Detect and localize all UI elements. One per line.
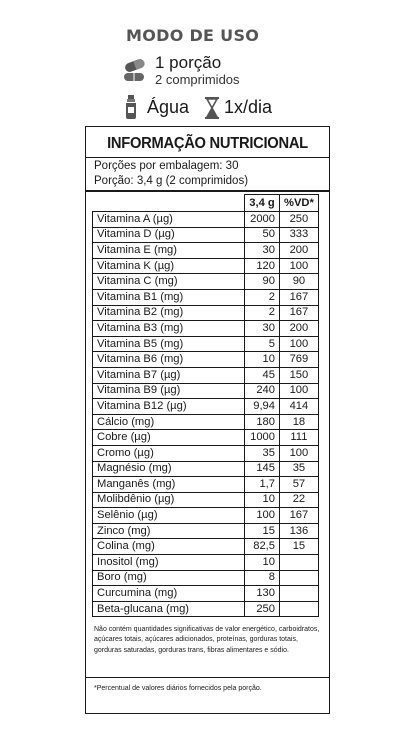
nutrient-dv: 18 [280,414,319,430]
nutrient-name: Curcumina (mg) [93,586,245,602]
nutrition-label [85,126,330,714]
table-row [93,461,319,477]
nutrient-amount: 10 [245,352,280,368]
table-row [93,539,319,555]
nutrient-dv: 15 [280,539,319,555]
nutrient-amount: 45 [245,367,280,383]
nutrient-dv: 333 [280,227,319,243]
nutrient-amount: 90 [245,274,280,290]
nutrient-amount: 10 [245,492,280,508]
table-row [93,477,319,493]
nutrient-amount: 240 [245,383,280,399]
nutrient-dv: 100 [280,336,319,352]
table-row [93,305,319,321]
footnote-dv: *Percentual de valores diários fornecidos pela porção. [94,685,262,692]
table-row [93,586,319,602]
nutrient-amount: 9,94 [245,399,280,415]
nutrient-amount: 2 [245,305,280,321]
table-row [93,336,319,352]
nutrient-dv: 100 [280,445,319,461]
title-divider [86,157,329,158]
nutrient-amount: 30 [245,243,280,259]
table-row [93,399,319,415]
nutrient-name: Vitamina A (µg) [93,212,245,228]
header-amount: 3,4 g [245,195,280,212]
nutrient-amount: 8 [245,570,280,586]
table-row [93,492,319,508]
portion-text: 1 porção [155,53,222,72]
nutrient-name: Cálcio (mg) [93,414,245,430]
table-row [93,383,319,399]
footnote-divider [86,677,329,678]
servings-info [94,159,248,189]
nutrient-dv [280,555,319,571]
nutrient-name: Vitamina D (µg) [93,227,245,243]
nutrient-name: Vitamina B12 (µg) [93,399,245,415]
nutrient-name: Vitamina B6 (mg) [93,352,245,368]
nutrient-dv [280,586,319,602]
nutrient-amount: 145 [245,461,280,477]
table-row [93,227,319,243]
nutrient-name: Vitamina B1 (mg) [93,289,245,305]
nutrient-dv: 100 [280,258,319,274]
nutrient-amount: 250 [245,601,280,617]
nutrition-rows [93,212,319,617]
table-row [93,274,319,290]
nutrient-amount: 50 [245,227,280,243]
nutrient-name: Vitamina B9 (µg) [93,383,245,399]
nutrient-amount: 5 [245,336,280,352]
table-row [93,321,319,337]
nutrient-name: Boro (mg) [93,570,245,586]
nutrient-dv [280,601,319,617]
nutrient-name: Colina (mg) [93,539,245,555]
table-row [93,352,319,368]
nutrient-name: Vitamina B2 (mg) [93,305,245,321]
usage-title: MODO DE USO [126,26,260,45]
nutrient-name: Vitamina B3 (mg) [93,321,245,337]
header-blank [93,195,245,212]
table-row [93,367,319,383]
hourglass-icon [204,97,220,119]
table-header-row [93,195,319,212]
nutrient-dv: 22 [280,492,319,508]
nutrient-name: Cromo (µg) [93,445,245,461]
nutrient-name: Vitamina B7 (µg) [93,367,245,383]
table-row [93,555,319,571]
nutrient-amount: 10 [245,555,280,571]
nutrient-dv: 35 [280,461,319,477]
nutrient-name: Vitamina C (mg) [93,274,245,290]
nutrient-amount: 1,7 [245,477,280,493]
table-row [93,258,319,274]
nutrient-name: Inositol (mg) [93,555,245,571]
nutrient-dv: 167 [280,289,319,305]
table-row [93,523,319,539]
nutrient-dv: 111 [280,430,319,446]
nutrition-table [92,194,319,617]
servings-per-package: Porções por embalagem: 30 [94,160,239,172]
nutrient-amount: 180 [245,414,280,430]
nutrient-amount: 2000 [245,212,280,228]
nutrient-dv: 200 [280,243,319,259]
table-row [93,289,319,305]
nutrient-amount: 82,5 [245,539,280,555]
nutrient-name: Manganês (mg) [93,477,245,493]
header-dv: %VD* [280,195,319,212]
portion-detail: 2 comprimidos [155,72,240,87]
table-row [93,508,319,524]
nutrient-dv: 150 [280,367,319,383]
table-row [93,243,319,259]
nutrient-name: Selênio (µg) [93,508,245,524]
frequency-text: 1x/dia [224,97,273,117]
nutrient-dv: 100 [280,383,319,399]
nutrient-amount: 1000 [245,430,280,446]
table-row [93,414,319,430]
nutrient-amount: 35 [245,445,280,461]
table-row [93,212,319,228]
nutrient-name: Vitamina B5 (mg) [93,336,245,352]
nutrient-name: Vitamina E (mg) [93,243,245,259]
nutrient-amount: 15 [245,523,280,539]
nutrient-name: Zinco (mg) [93,523,245,539]
table-row [93,445,319,461]
table-row [93,570,319,586]
nutrient-amount: 100 [245,508,280,524]
usage-section [0,0,416,125]
pill-icon [122,58,148,82]
nutrient-amount: 120 [245,258,280,274]
nutrient-name: Beta-glucana (mg) [93,601,245,617]
table-row [93,601,319,617]
nutrient-amount: 130 [245,586,280,602]
liquid-text: Água [147,97,190,117]
nutrient-amount: 2 [245,289,280,305]
nutrient-dv: 136 [280,523,319,539]
nutrient-dv: 414 [280,399,319,415]
footnote-insignificant: Não contém quantidades significativas de valor energético, carboidratos, açúcares totais, açúcares adicionados, proteínas, gorduras totais, gorduras saturadas, gorduras trans, fibras alimentares e sódio. [94,626,320,654]
label-title: INFORMAÇÃO NUTRICIONAL [107,135,308,152]
nutrient-dv: 769 [280,352,319,368]
nutrient-dv: 167 [280,508,319,524]
nutrient-amount: 30 [245,321,280,337]
nutrient-dv: 57 [280,477,319,493]
nutrient-dv: 167 [280,305,319,321]
bottle-icon [124,95,138,119]
nutrient-name: Magnésio (mg) [93,461,245,477]
nutrient-dv: 250 [280,212,319,228]
nutrient-dv: 90 [280,274,319,290]
nutrient-name: Cobre (µg) [93,430,245,446]
nutrient-name: Molibdênio (µg) [93,492,245,508]
nutrient-dv: 200 [280,321,319,337]
nutrient-dv [280,570,319,586]
table-row [93,430,319,446]
servings-divider [86,190,329,192]
serving-size: Porção: 3,4 g (2 comprimidos) [94,175,249,187]
nutrient-name: Vitamina K (µg) [93,258,245,274]
